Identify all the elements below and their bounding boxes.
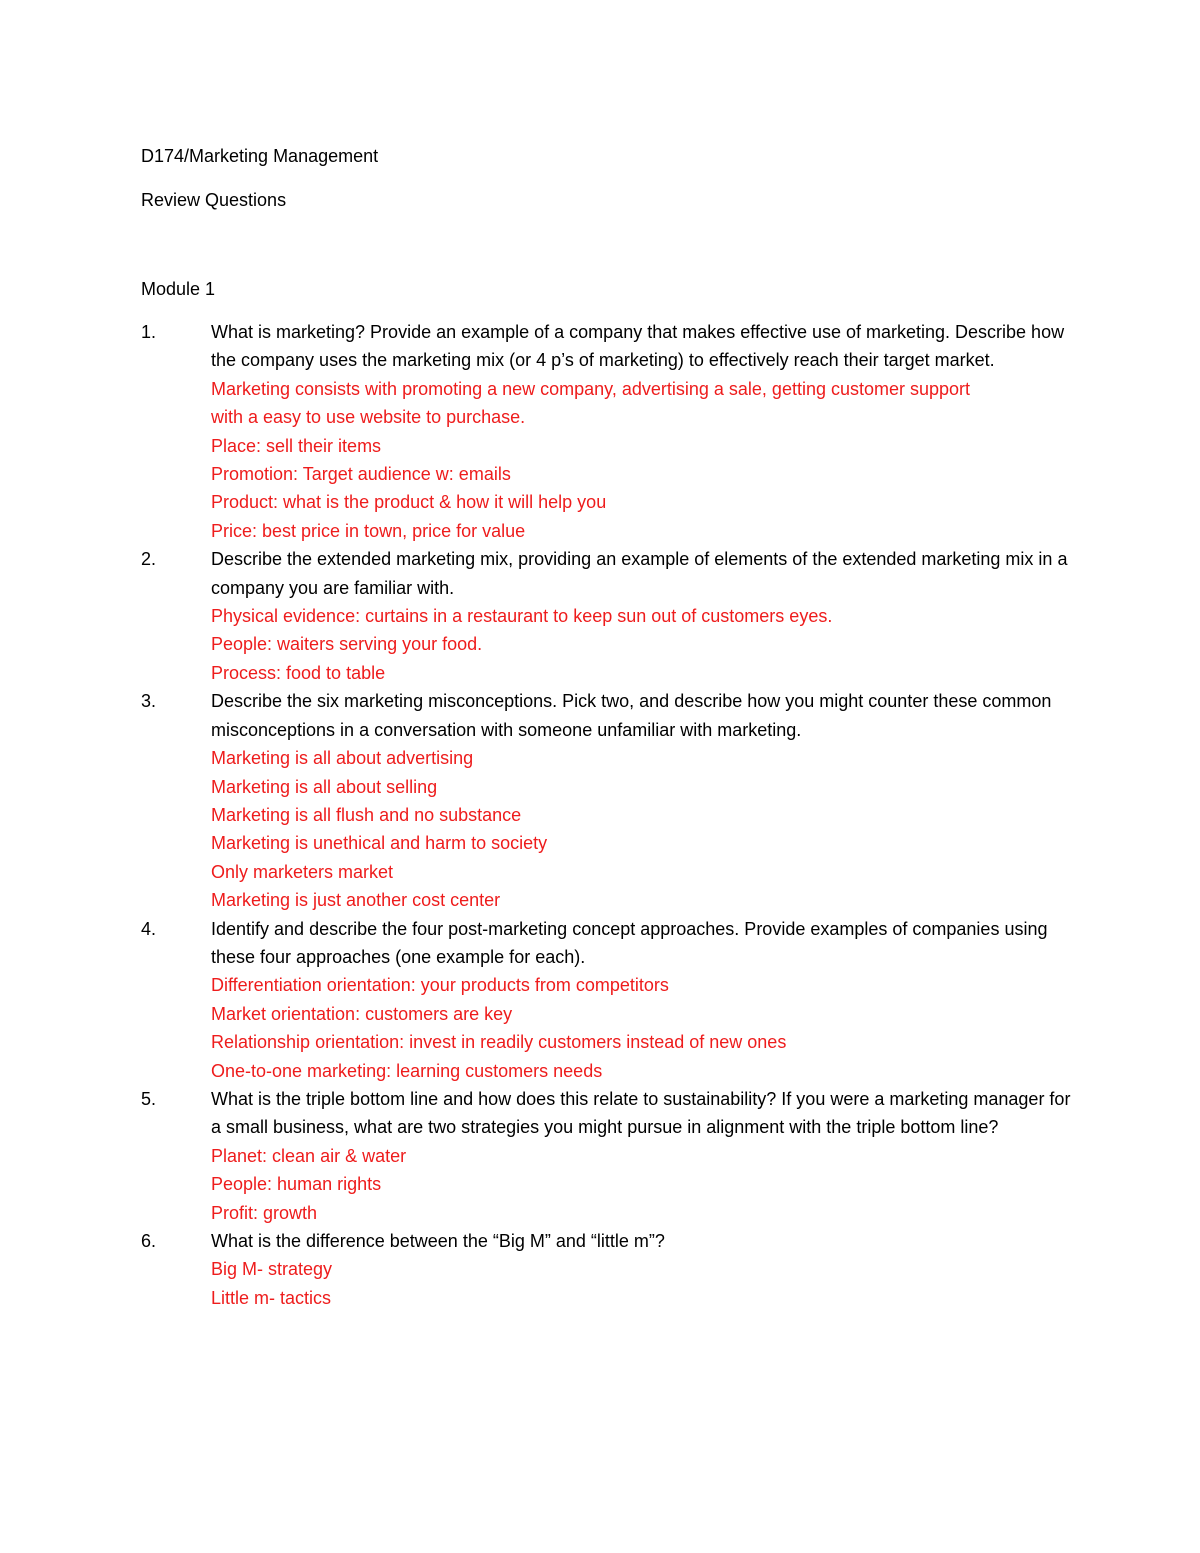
answer-line: with a easy to use website to purchase. <box>211 407 526 428</box>
answer-line: Little m- tactics <box>211 1287 332 1308</box>
answer-list <box>211 602 1081 687</box>
answer-line: Only marketers market <box>211 861 394 882</box>
question-text: What is the triple bottom line and how does this relate to sustainability? If you were a marketing manager for a small business, what are two strategies you might pursue in alignment with the triple bottom line? <box>211 1088 1071 1138</box>
document-subtitle: Review Questions <box>141 190 287 210</box>
question-text: Identify and describe the four post-marketing concept approaches. Provide examples of companies using these four approaches (one example for each). <box>211 918 1048 967</box>
question-item <box>141 318 1081 545</box>
question-number: 6. <box>141 1231 157 1251</box>
question-text: Describe the six marketing misconceptions. Pick two, and describe how you might counter these common misconceptions in a conversation with someone unfamiliar with marketing. <box>211 691 1052 740</box>
answer-line: Physical evidence: curtains in a restaurant to keep sun out of customers eyes. <box>211 606 833 627</box>
question-item <box>141 1085 1081 1227</box>
answer-list <box>211 1142 1081 1227</box>
question-text: Describe the extended marketing mix, providing an example of elements of the extended marketing mix in a company you are familiar with. <box>211 549 1068 598</box>
answer-line: People: human rights <box>211 1174 382 1195</box>
answer-line: Profit: growth <box>211 1202 318 1223</box>
answer-line: Marketing is all flush and no substance <box>211 804 522 825</box>
question-item <box>141 687 1081 914</box>
question-number: 4. <box>141 918 157 939</box>
answer-line: Marketing is all about selling <box>211 776 438 797</box>
course-title: D174/Marketing Management <box>141 146 379 166</box>
answer-list <box>211 971 1081 1085</box>
answer-line: Relationship orientation: invest in readily customers instead of new ones <box>211 1032 787 1053</box>
answer-line: Marketing is unethical and harm to society <box>211 833 548 854</box>
question-number: 3. <box>141 691 157 712</box>
answer-line: Marketing is just another cost center <box>211 890 501 911</box>
answer-line: Marketing is all about advertising <box>211 748 474 769</box>
question-number: 1. <box>141 322 157 342</box>
answer-line: Big M- strategy <box>211 1259 333 1280</box>
question-text: What is marketing? Provide an example of a company that makes effective use of marketing. Describe how the company uses the marketing mix (or 4 p’s of marketing) to effectively reach their target market. <box>211 322 1065 371</box>
answer-line: Differentiation orientation: your products from competitors <box>211 975 669 996</box>
question-item <box>141 1227 1081 1312</box>
answer-list <box>211 1255 1081 1312</box>
answer-list <box>211 375 1081 545</box>
question-text: What is the difference between the “Big M” and “little m”? <box>211 1231 665 1251</box>
answer-line: Market orientation: customers are key <box>211 1003 513 1024</box>
answer-list <box>211 744 1081 914</box>
answer-line: Place: sell their items <box>211 435 382 456</box>
question-item <box>141 915 1081 1085</box>
answer-line: Price: best price in town, price for value <box>211 520 526 541</box>
answer-line: Promotion: Target audience w: emails <box>211 464 511 485</box>
question-item <box>141 545 1081 687</box>
answer-line: Product: what is the product & how it will help you <box>211 492 607 513</box>
answer-line: Marketing consists with promoting a new company, advertising a sale, getting customer support <box>211 378 971 399</box>
questions-list <box>141 318 1081 1312</box>
answer-line: Planet: clean air & water <box>211 1145 407 1166</box>
question-number: 2. <box>141 549 157 570</box>
module-heading: Module 1 <box>141 279 216 299</box>
answer-line: One-to-one marketing: learning customers needs <box>211 1060 603 1081</box>
question-number: 5. <box>141 1088 157 1109</box>
answer-line: People: waiters serving your food. <box>211 634 483 655</box>
answer-line: Process: food to table <box>211 662 386 683</box>
